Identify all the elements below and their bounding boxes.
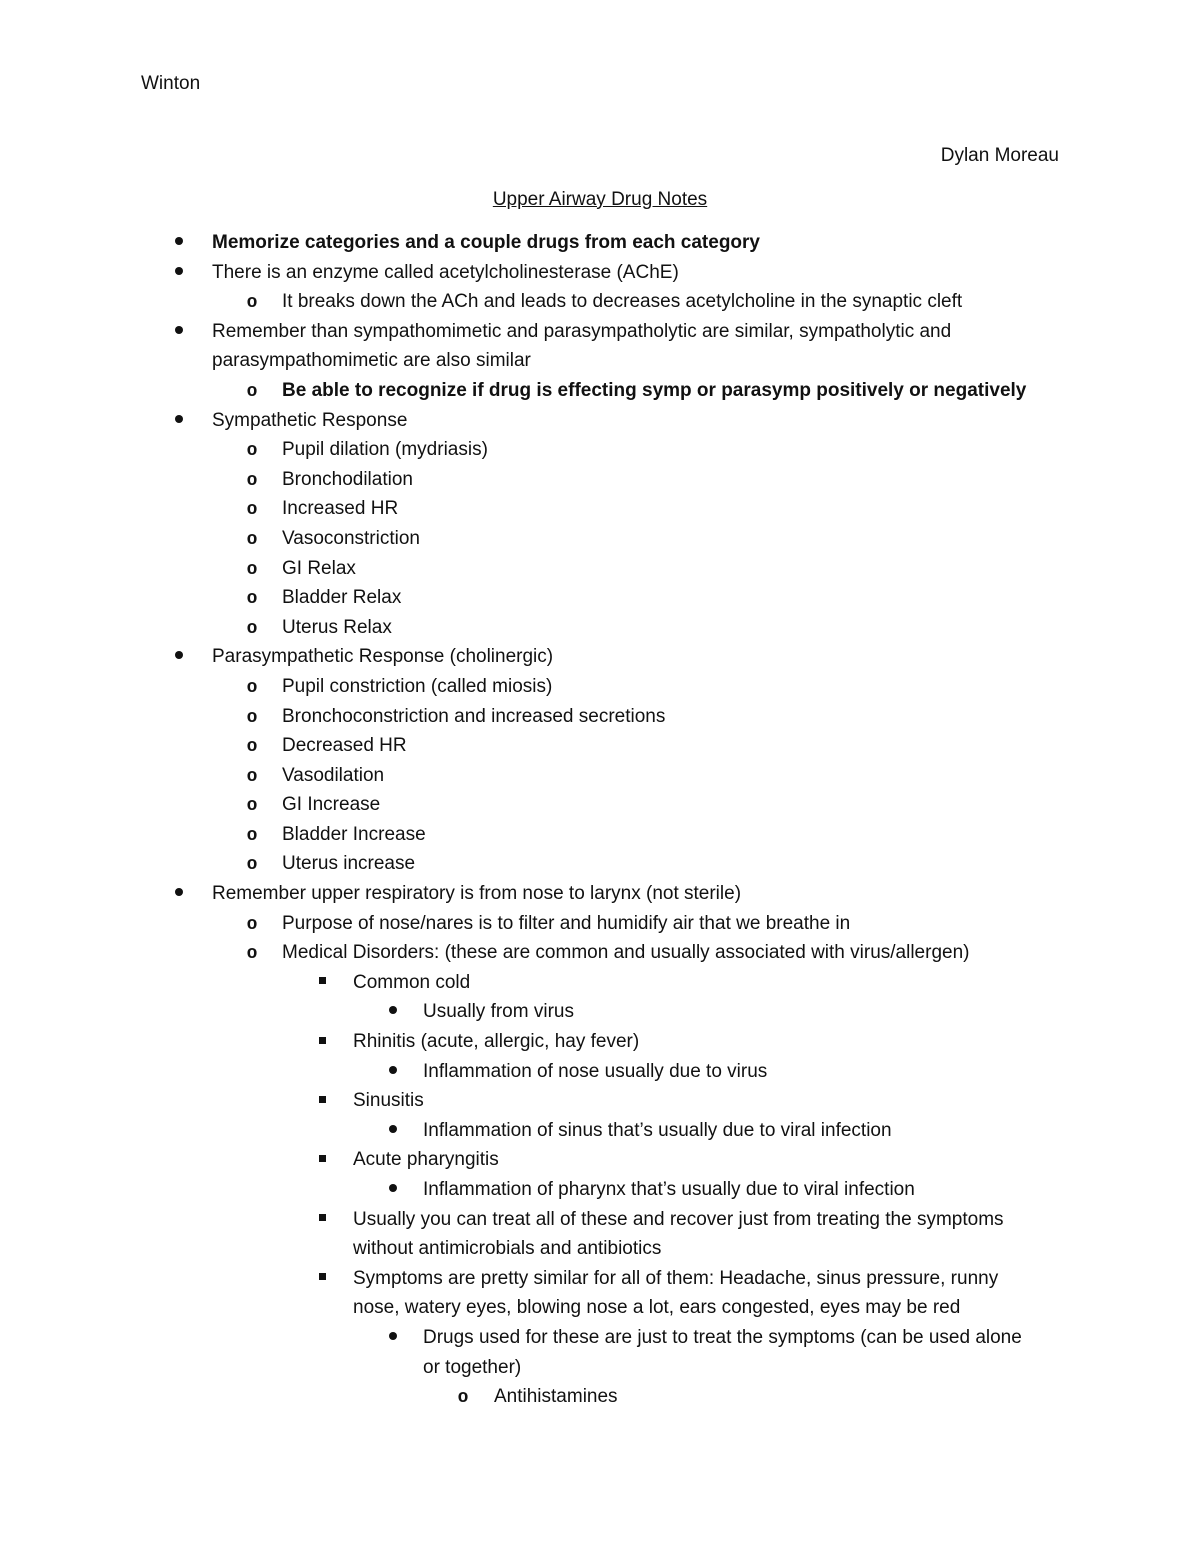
note-item: [0, 1145, 1200, 1175]
header-name: Dylan Moreau: [940, 145, 1059, 166]
note-text: Memorize categories and a couple drugs from each category: [212, 232, 760, 253]
bullet-circle-icon: o: [246, 825, 258, 846]
bullet-square-icon: [311, 968, 333, 998]
note-item: [0, 849, 1200, 879]
note-item: [0, 879, 1200, 909]
note-text: Decreased HR: [282, 735, 407, 757]
note-text: Uterus Relax: [282, 616, 392, 638]
bullet-square-icon: [311, 1205, 333, 1235]
note-text: or together): [423, 1356, 522, 1378]
note-text: Uterus increase: [282, 853, 416, 875]
note-item: [0, 465, 1200, 495]
bullet-circle-icon: o: [246, 529, 258, 550]
bullet-dot-icon: [168, 317, 190, 347]
note-text: It breaks down the ACh and leads to decreases acetylcholine in the synaptic cleft: [282, 291, 963, 313]
bullet-circle-icon: o: [246, 707, 258, 728]
note-item: [0, 702, 1200, 732]
note-text: Sinusitis: [353, 1090, 424, 1112]
bullet-circle-icon: o: [246, 559, 258, 580]
note-item: [0, 731, 1200, 761]
note-text: Increased HR: [282, 498, 399, 520]
note-item: [0, 968, 1200, 998]
note-text: Usually you can treat all of these and recover just from treating the symptoms: [353, 1208, 1004, 1230]
note-item: [0, 317, 1200, 376]
note-item: [0, 406, 1200, 436]
note-text: Bronchodilation: [282, 468, 413, 490]
bullet-dot-icon: [168, 642, 190, 672]
note-item: [0, 1205, 1200, 1264]
note-text: Vasoconstriction: [282, 527, 420, 549]
note-text: nose, watery eyes, blowing nose a lot, ears congested, eyes may be red: [353, 1297, 961, 1319]
note-item: [0, 376, 1200, 406]
bullet-dot-icon: [382, 997, 404, 1027]
note-item: [0, 435, 1200, 465]
document-title: Upper Airway Drug Notes: [492, 189, 708, 210]
note-text: Remember upper respiratory is from nose to larynx (not sterile): [212, 883, 742, 905]
note-text: Pupil constriction (called miosis): [282, 675, 553, 697]
bullet-square-icon: [311, 1027, 333, 1057]
note-item: [0, 790, 1200, 820]
note-text: Symptoms are pretty similar for all of them: Headache, sinus pressure, runny: [353, 1267, 999, 1289]
note-text: parasympathomimetic are also similar: [212, 350, 531, 372]
bullet-circle-icon: o: [246, 441, 258, 462]
note-text: Antihistamines: [494, 1386, 618, 1408]
note-item: [0, 938, 1200, 968]
note-text: Medical Disorders: (these are common and usually associated with virus/allergen): [282, 942, 970, 964]
bullet-circle-icon: o: [246, 470, 258, 491]
bullet-circle-icon: o: [246, 500, 258, 521]
note-text: Bladder Relax: [282, 587, 402, 609]
note-text: Rhinitis (acute, allergic, hay fever): [353, 1031, 640, 1053]
bullet-circle-icon: o: [246, 293, 258, 314]
bullet-dot-icon: [168, 258, 190, 288]
note-item: [0, 228, 1200, 258]
bullet-circle-icon: o: [246, 796, 258, 817]
bullet-dot-icon: [382, 1175, 404, 1205]
bullet-circle-icon: o: [246, 944, 258, 965]
bullet-circle-icon: o: [246, 855, 258, 876]
note-item: [0, 524, 1200, 554]
bullet-circle-icon: o: [246, 677, 258, 698]
note-item: [0, 761, 1200, 791]
note-text: without antimicrobials and antibiotics: [353, 1238, 662, 1260]
note-text: Sympathetic Response: [212, 409, 408, 431]
note-item: [0, 1175, 1200, 1205]
bullet-square-icon: [311, 1086, 333, 1116]
note-text: Vasodilation: [282, 764, 385, 786]
note-text: Usually from virus: [423, 1001, 574, 1023]
bullet-circle-icon: o: [246, 766, 258, 787]
bullet-dot-icon: [382, 1323, 404, 1353]
note-text: There is an enzyme called acetylcholinesterase (AChE): [212, 261, 679, 283]
note-item: [0, 909, 1200, 939]
note-text: Acute pharyngitis: [353, 1149, 499, 1171]
bullet-square-icon: [311, 1264, 333, 1294]
note-text: Inflammation of pharynx that’s usually due to viral infection: [423, 1179, 915, 1200]
note-text: Bronchoconstriction and increased secretions: [282, 705, 666, 727]
note-item: [0, 997, 1200, 1027]
bullet-dot-icon: [168, 228, 190, 258]
note-text: Bladder Increase: [282, 823, 426, 845]
note-item: [0, 1323, 1200, 1382]
bullet-dot-icon: [382, 1057, 404, 1087]
bullet-dot-icon: [168, 406, 190, 436]
note-text: Remember than sympathomimetic and parasympatholytic are similar, sympatholytic and: [212, 320, 952, 342]
note-item: [0, 287, 1200, 317]
note-text: Purpose of nose/nares is to filter and humidify air that we breathe in: [282, 912, 851, 934]
note-item: [0, 1027, 1200, 1057]
note-text: Be able to recognize if drug is effecting symp or parasymp positively or negatively: [282, 379, 1027, 401]
note-text: Common cold: [353, 971, 471, 993]
note-item: [0, 642, 1200, 672]
notes-outline: [0, 228, 1200, 1412]
header-author: Winton: [141, 73, 201, 94]
bullet-dot-icon: [168, 879, 190, 909]
note-item: [0, 1086, 1200, 1116]
note-text: Drugs used for these are just to treat the symptoms (can be used alone: [423, 1326, 1022, 1348]
note-text: Inflammation of nose usually due to virus: [423, 1060, 768, 1082]
note-text: GI Increase: [282, 794, 381, 816]
note-item: [0, 554, 1200, 584]
note-text: Parasympathetic Response (cholinergic): [212, 646, 554, 668]
note-item: [0, 1116, 1200, 1146]
note-item: [0, 1264, 1200, 1323]
bullet-circle-icon: o: [246, 737, 258, 758]
note-item: [0, 613, 1200, 643]
bullet-circle-icon: o: [246, 618, 258, 639]
note-item: [0, 258, 1200, 288]
note-text: GI Relax: [282, 557, 356, 579]
note-item: [0, 1382, 1200, 1412]
note-item: [0, 494, 1200, 524]
bullet-circle-icon: o: [246, 589, 258, 610]
bullet-circle-icon: o: [246, 381, 258, 402]
note-item: [0, 583, 1200, 613]
bullet-square-icon: [311, 1145, 333, 1175]
bullet-circle-icon: o: [246, 914, 258, 935]
note-item: [0, 820, 1200, 850]
note-text: Inflammation of sinus that’s usually due to viral infection: [423, 1119, 892, 1141]
note-item: [0, 1057, 1200, 1087]
note-item: [0, 672, 1200, 702]
note-text: Pupil dilation (mydriasis): [282, 439, 488, 461]
bullet-circle-icon: o: [457, 1388, 469, 1409]
bullet-dot-icon: [382, 1116, 404, 1146]
